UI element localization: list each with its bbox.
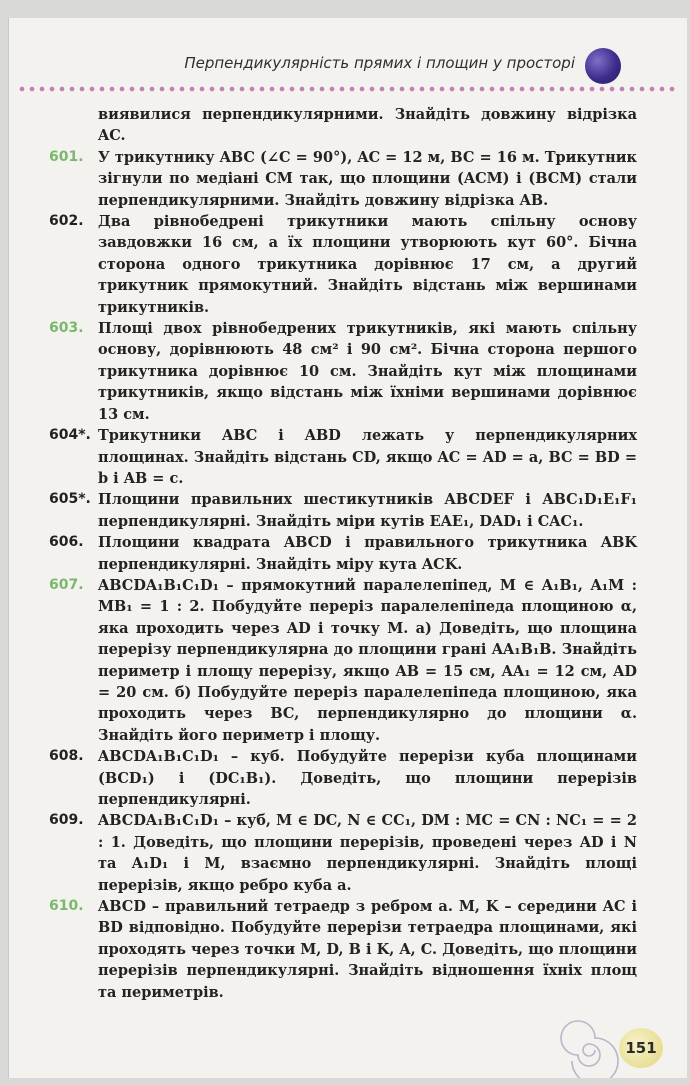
problem-text: У трикутнику ABC (∠C = 90°), AC = 12 м, BC = 16 м. Трикутник зігнули по медіані CM так, що площини (ACM) і (BCM) стали перпендикулярними. Знайдіть довжину відрізка AB. [98,148,637,209]
problem-text: Площини квадрата ABCD і правильного трикутника ABK перпендикулярні. Знайдіть міру кута ACK. [98,534,637,573]
problem-606 [49,532,637,575]
page-number-badge [619,1028,663,1068]
problem-text: ABCDA₁B₁C₁D₁ – прямокутний паралелепіпед, M ∈ A₁B₁, A₁M : MB₁ = 1 : 2. Побудуйте переріз паралелепіпеда площиною α, яка проходить через AD і точку M. а) Доведіть, що площина перерізу перпендикулярна до площини грані AA₁B₁B. Знайдіть периметр і площу перерізу, якщо AB = 15 см, AA₁ = 12 см, AD = 20 см. б) Побудуйте переріз паралелепіпеда площиною, яка проходить через BC, перпендикулярно до площини α. Знайдіть його периметр і площу. [98,576,637,744]
problem-number: 602. [49,213,84,230]
problem-608 [49,746,637,810]
problem-601 [49,147,637,211]
problem-number: 608. [49,748,84,765]
problem-text: Площі двох рівнобедрених трикутників, які мають спільну основу, дорівнюють 48 см² і 90 см². Бічна сторона першого трикутника дорівнює 10 см. Знайдіть кут між площинами трикутників, якщо відстань між їхніми вершинами дорівнює 13 см. [98,320,637,423]
problem-607 [49,575,637,746]
problem-605 [49,489,637,532]
problem-number: 607. [49,576,84,593]
problem-609 [49,810,637,896]
intro-paragraph [53,104,637,147]
problems-list [49,104,637,1003]
problem-number: 604*. [49,427,91,444]
decorative-swirl-icon [551,1018,625,1078]
problem-610 [49,896,637,1003]
problem-text: ABCDA₁B₁C₁D₁ – куб, M ∈ DC, N ∈ CC₁, DM : MC = CN : NC₁ = = 2 : 1. Доведіть, що площини перерізів, проведені через AD і N та A₁D₁ і M, взаємно перпендикулярні. Знайдіть площі перерізів, якщо ребро куба a. [98,812,637,894]
page-number: 151 [625,1039,657,1057]
problem-number: 603. [49,320,84,337]
problem-number: 609. [49,812,84,829]
dotted-divider [17,86,677,92]
problem-number: 605*. [49,491,91,508]
problem-number: 601. [49,148,84,165]
page-header [9,18,687,98]
textbook-page [8,18,687,1078]
problem-number: 606. [49,534,84,551]
chapter-ball-icon [585,48,621,84]
problem-604 [49,425,637,489]
problem-text: ABCDA₁B₁C₁D₁ – куб. Побудуйте перерізи куба площинами (BCD₁) і (DC₁B₁). Доведіть, що площини перерізів перпендикулярні. [98,748,637,808]
problem-text: Трикутники ABC і ABD лежать у перпендикулярних площинах. Знайдіть відстань CD, якщо AC = AD = a, BC = BD = b і AB = c. [98,427,637,487]
chapter-title: Перпендикулярність прямих і площин у просторі [184,54,575,72]
problem-number: 610. [49,898,84,915]
problem-text: ABCD – правильний тетраедр з ребром a. M, K – середини AC і BD відповідно. Побудуйте перерізи тетраедра площинами, які проходять через точки M, D, B і K, A, C. Доведіть, що площини перерізів перпендикулярні. Знайдіть відношення їхніх площ та периметрів. [98,898,637,1001]
problem-602 [49,211,637,318]
intro-text: виявилися перпендикулярними. Знайдіть довжину відрізка AC. [98,106,637,145]
problem-text: Два рівнобедрені трикутники мають спільну основу завдовжки 16 см, а їх площини утворюють кут 60°. Бічна сторона одного трикутника дорівнює 17 см, а другий трикутник прямокутний. Знайдіть відстань між вершинами трикутників. [98,213,637,316]
problem-603 [49,318,637,425]
problem-text: Площини правильних шестикутників ABCDEF і ABC₁D₁E₁F₁ перпендикулярні. Знайдіть міри кутів EAE₁, DAD₁ і CAC₁. [98,491,637,530]
